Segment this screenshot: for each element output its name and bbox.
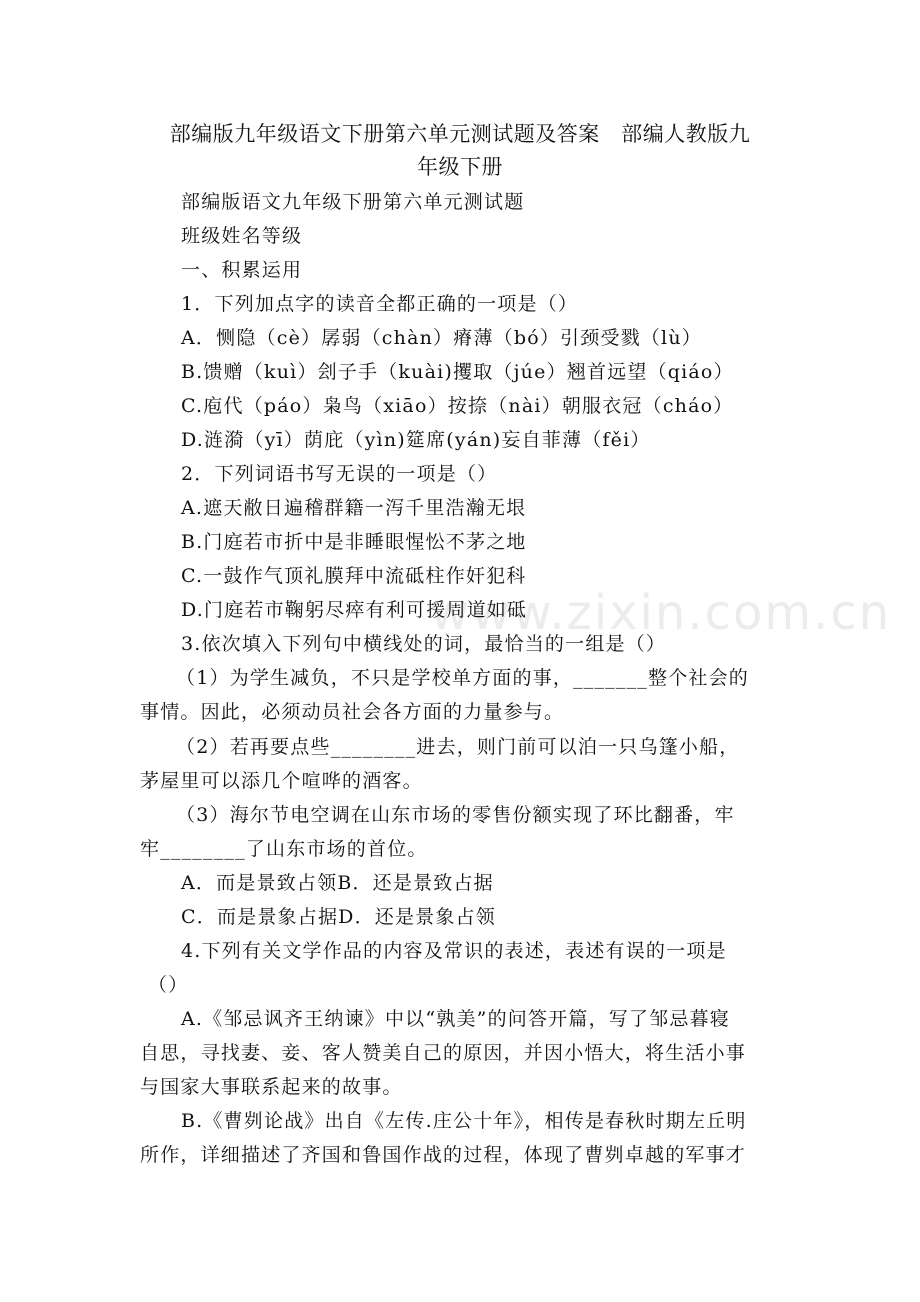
q1-option-c: C.庖代（páo）枭鸟（xiāo）按捺（nài）朝服衣冠（cháo） bbox=[181, 395, 734, 417]
q1-option-a: A．恻隐（cè）孱弱（chàn）瘠薄（bó）引颈受戮（lù） bbox=[181, 327, 702, 349]
q3-sentence-3-cont: 牢________了山东市场的首位。 bbox=[140, 838, 428, 860]
q4-option-a-cont-1: 自思，寻找妻、妾、客人赞美自己的原因，并因小悟大，将生活小事 bbox=[140, 1042, 747, 1064]
q4-option-a: A.《邹忌讽齐王纳谏》中以“孰美”的问答开篇，写了邹忌暮寝 bbox=[181, 1008, 730, 1030]
watermark: www.zixin.com.cn bbox=[430, 585, 892, 641]
document-title-line-1: 部编版九年级语文下册第六单元测试题及答案 部编人教版九 bbox=[169, 122, 751, 146]
q1-option-b: B.馈赠（kuì）刽子手（kuài)攫取（júe）翘首远望（qiáo） bbox=[181, 361, 734, 383]
question-4: 4.下列有关文学作品的内容及常识的表述，表述有误的一项是 bbox=[181, 940, 727, 962]
q3-options-cd: C．而是景象占据D．还是景象占领 bbox=[181, 906, 496, 928]
q4-option-b-cont: 所作，详细描述了齐国和鲁国作战的过程，体现了曹刿卓越的军事才 bbox=[140, 1144, 747, 1166]
q2-option-d: D.门庭若市鞠躬尽瘁有利可援周道如砥 bbox=[181, 599, 528, 621]
q3-sentence-2: （2）若再要点些________进去，则门前可以泊一只乌篷小船， bbox=[176, 736, 740, 758]
q3-sentence-2-cont: 茅屋里可以添几个喧哗的酒客。 bbox=[140, 770, 423, 792]
question-4-cont: （） bbox=[148, 974, 189, 996]
q2-option-a: A.遮天敝日遍稽群籍一泻千里浩瀚无垠 bbox=[181, 497, 527, 519]
q4-option-b: B.《曹刿论战》出自《左传.庄公十年》，相传是春秋时期左丘明 bbox=[181, 1110, 747, 1132]
question-3: 3.依次填入下列句中横线处的词，最恰当的一组是（） bbox=[181, 633, 667, 655]
q3-sentence-1-cont: 事情。因此，必须动员社会各方面的力量参与。 bbox=[140, 701, 565, 723]
section-heading: 一、积累运用 bbox=[181, 259, 303, 281]
q3-sentence-1: （1）为学生减负，不只是学校单方面的事，_______整个社会的 bbox=[176, 667, 749, 689]
class-name-grade-line: 班级姓名等级 bbox=[181, 225, 303, 247]
q4-option-a-cont-2: 与国家大事联系起来的故事。 bbox=[140, 1076, 403, 1098]
q3-sentence-3: （3）海尔节电空调在山东市场的零售份额实现了环比翻番，牢 bbox=[176, 804, 735, 826]
question-2: 2．下列词语书写无误的一项是（） bbox=[181, 463, 498, 485]
q2-option-c: C.一鼓作气顶礼膜拜中流砥柱作奸犯科 bbox=[181, 565, 527, 587]
document-title-line-2: 年级下册 bbox=[417, 155, 503, 179]
subtitle: 部编版语文九年级下册第六单元测试题 bbox=[181, 191, 525, 213]
q3-options-ab: A．而是景致占领B．还是景致占据 bbox=[181, 872, 494, 894]
question-1: 1．下列加点字的读音全都正确的一项是（） bbox=[181, 293, 579, 315]
q1-option-d: D.涟漪（yī）荫庇（yìn)筵席(yán)妄自菲薄（fěi） bbox=[181, 429, 651, 451]
q2-option-b: B.门庭若市折中是非睡眼惺忪不茅之地 bbox=[181, 531, 527, 553]
